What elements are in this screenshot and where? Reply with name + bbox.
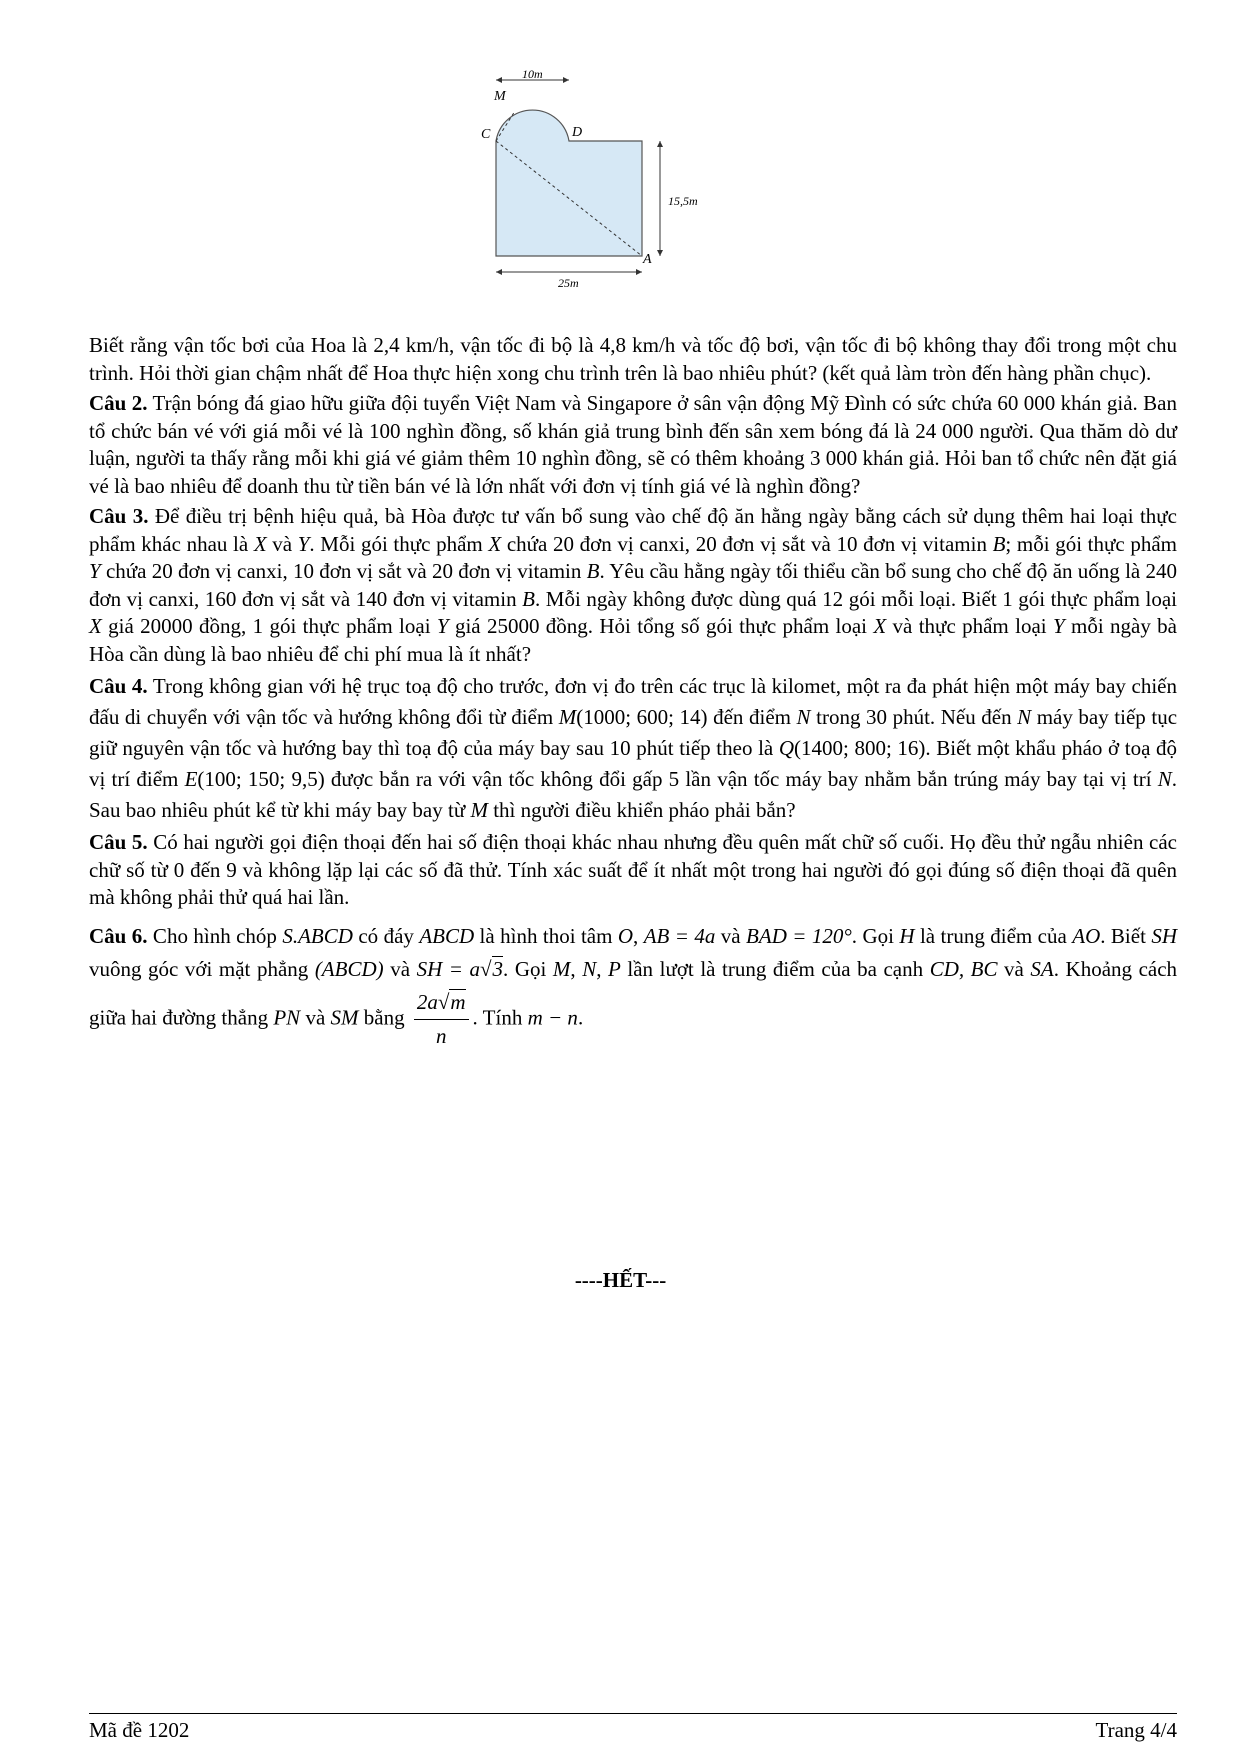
q3-text: chứa 20 đơn vị canxi, 20 đơn vị sắt và 10 đơn vị vitamin: [501, 531, 993, 556]
q6-text: và: [383, 956, 417, 981]
question-2: [89, 390, 1177, 500]
question-4: [89, 671, 1177, 826]
q4-text: . Sau bao nhiêu phút kể từ khi máy bay bay từ: [89, 767, 1177, 822]
math-y: Y: [89, 559, 101, 583]
label-c: C: [481, 127, 491, 142]
label-a: A: [643, 252, 652, 267]
math-y: Y: [436, 614, 449, 638]
math-sabcd: S.ABCD: [282, 923, 353, 948]
q3-text: giá 25000 đồng. Hỏi tổng số gói thực phẩm loại: [448, 614, 874, 638]
dim-bottom-label: 25m: [558, 276, 579, 290]
math-o: O: [617, 923, 634, 948]
q6-text: là trung điểm của: [914, 923, 1073, 948]
q6-text: và: [997, 956, 1031, 981]
pool-shape: [496, 110, 642, 256]
question-5: [89, 829, 1177, 912]
q3-text: chứa 20 đơn vị canxi, 10 đơn vị sắt và 20 đơn vị vitamin: [100, 559, 587, 583]
math-m: M: [552, 956, 571, 981]
q3-text: Để điều trị bệnh hiệu quả, bà Hòa được tư vấn bổ sung vào chế độ ăn hằng ngày bằng cách sử dụng thêm hai loại thực phẩm khác nhau là: [89, 504, 1177, 556]
q3-text: . Mỗi ngày không được dùng quá 12 gói mỗi loại. Biết 1 gói thực phẩm loại: [534, 586, 1178, 611]
fraction-denominator: n: [435, 1023, 447, 1048]
math-abcd: ABCD: [419, 923, 475, 948]
math-n: N: [1017, 705, 1032, 729]
math-sa: SA: [1030, 956, 1054, 981]
distance-fraction: [414, 986, 469, 1053]
q4-text: thì người điều khiển pháo phải bắn?: [487, 798, 796, 822]
math-e: E: [184, 767, 198, 791]
math-x: X: [873, 614, 887, 638]
label-m: M: [494, 89, 506, 104]
math-final: m − n: [527, 1004, 578, 1029]
math-ao: AO: [1072, 923, 1101, 948]
q6-text: . Tính: [472, 1004, 528, 1029]
math-n: N: [582, 956, 597, 981]
math-x: X: [89, 614, 102, 638]
math-edges: CD, BC: [929, 956, 998, 981]
end-marker: ----HẾT---: [574, 1268, 667, 1292]
q6-text: ,: [633, 923, 644, 948]
sqrt-symbol: √: [480, 956, 492, 981]
q6-text: ,: [596, 956, 609, 981]
q6-text: bằng: [358, 1004, 410, 1029]
math-sh: SH: [1151, 923, 1178, 948]
math-h: H: [899, 923, 915, 948]
q2-text: Trận bóng đá giao hữu giữa đội tuyển Việt Nam và Singapore ở sân vận động Mỹ Đình có sức chứa 60 000 khán giả. Ban tổ chức bán vé với giá mỗi vé là 100 nghìn đồng, số khán giả trung bình đến sân xem bóng đá là 24 000 người. Qua thăm dò dư luận, người ta thấy rằng mỗi khi giá vé giảm thêm 10 nghìn đồng, sẽ có thêm khoảng 3 000 khán giả. Hỏi ban tổ chức nên đặt giá vé là bao nhiêu để doanh thu từ tiền bán vé là lớn nhất với đơn vị tính giá vé là nghìn đồng?: [89, 391, 1177, 498]
coord-m: (1000; 600; 14): [576, 705, 708, 729]
q3-text: mỗi ngày bà Hòa cần dùng là bao nhiêu để chi phí mua là ít nhất?: [89, 614, 1177, 666]
frac-2a: 2a: [416, 989, 438, 1014]
q4-text: trong 30 phút. Nếu đến: [810, 705, 1018, 729]
math-q: Q: [778, 736, 795, 760]
exam-code: Mã đề 1202: [89, 1718, 190, 1742]
question-6: [89, 920, 1177, 1053]
math-plane: (ABCD): [314, 956, 384, 981]
pool-diagram: [480, 67, 800, 330]
math-x: X: [253, 531, 267, 556]
q5-number: Câu 5.: [89, 830, 148, 854]
exam-content: [89, 332, 1177, 1053]
q4-text: . Biết một khẩu pháo ở toạ độ vị trí điểm: [89, 736, 1178, 791]
q6-text: là hình thoi tâm: [474, 923, 618, 948]
q6-text: . Gọi: [503, 956, 553, 981]
math-x: X: [488, 531, 502, 556]
math-n: N: [796, 705, 811, 729]
math-m: M: [558, 705, 577, 729]
math-p: P: [608, 956, 621, 981]
q4-text: đến điểm: [707, 705, 797, 729]
math-y: Y: [297, 531, 310, 556]
math-pn: PN: [273, 1004, 301, 1029]
math-bad: BAD = 120°: [746, 923, 852, 948]
q2-number: Câu 2.: [89, 391, 148, 415]
math-b: B: [522, 586, 535, 611]
q3-text: ; mỗi gói thực phẩm: [1005, 531, 1177, 556]
math-sh-eq: SH = a: [416, 956, 480, 981]
q3-text: và thực phẩm loại: [886, 614, 1053, 638]
q3-text: . Mỗi gói thực phẩm: [309, 531, 489, 556]
q5-text: Có hai người gọi điện thoại đến hai số điện thoại khác nhau nhưng đều quên mất chữ số cuối. Họ đều thử ngẫu nhiên các chữ số từ 0 đến 9 và không lặp lại các số đã thử. Tính xác suất để ít nhất một trong hai người đó gọi đúng số điện thoại đã quên mà không phải thử quá hai lần.: [89, 830, 1177, 909]
coord-q: (1400; 800; 16): [794, 736, 926, 760]
q6-text: vuông góc với mặt phẳng: [89, 956, 315, 981]
math-n: N: [1157, 767, 1172, 791]
math-y: Y: [1052, 614, 1065, 638]
q6-text: . Khoảng cách giữa hai đường thẳng: [89, 956, 1178, 1029]
page-number: Trang 4/4: [1095, 1718, 1177, 1742]
q3-number: Câu 3.: [89, 504, 149, 528]
q6-text: .: [577, 1004, 584, 1029]
dim-top-label: 10m: [522, 67, 543, 81]
q6-text: và: [300, 1004, 331, 1029]
q3-text: và: [266, 531, 298, 556]
footer-divider: [89, 1713, 1177, 1714]
q6-text: . Gọi: [851, 923, 900, 948]
math-m: M: [470, 798, 488, 822]
q3-text: giá 20000 đồng, 1 gói thực phẩm loại: [101, 614, 437, 638]
q6-text: lần lượt là trung điểm của ba cạnh: [620, 956, 930, 981]
coord-e: (100; 150; 9,5): [197, 767, 325, 791]
q3-text: . Yêu cầu hằng ngày tối thiểu cần bổ sung cho chế độ ăn uống là 240 đơn vị canxi, 160 đơn vị sắt và 140 đơn vị vitamin: [89, 559, 1177, 611]
q4-number: Câu 4.: [89, 674, 148, 698]
dim-right-label: 15,5m: [668, 194, 698, 208]
frac-sqrt-m: m: [450, 989, 466, 1014]
q4-text: được bắn ra với vận tốc không đổi gấp 5 lần vận tốc máy bay nhằm bắn trúng máy bay tại vị trí: [324, 767, 1158, 791]
q4-text: máy bay tiếp tục giữ nguyên vận tốc và hướng bay thì toạ độ của máy bay sau 10 phút tiếp theo là: [89, 705, 1178, 760]
label-d: D: [572, 125, 583, 140]
pool-figure: [480, 67, 800, 330]
fraction-numerator: 2a√m: [414, 986, 469, 1020]
question-3: [89, 503, 1177, 668]
q6-text: có đáy: [352, 923, 420, 948]
math-ab: AB = 4a: [643, 923, 716, 948]
math-sqrt3: 3: [492, 956, 504, 981]
q6-text: . Biết: [1100, 923, 1152, 948]
q6-number: Câu 6.: [89, 923, 148, 948]
math-b: B: [586, 559, 600, 583]
q6-text: Cho hình chóp: [147, 923, 283, 948]
q6-text: ,: [570, 956, 583, 981]
q6-text: và: [715, 923, 747, 948]
math-sm: SM: [330, 1004, 359, 1029]
math-b: B: [992, 531, 1006, 556]
q1-continuation: Biết rằng vận tốc bơi của Hoa là 2,4 km/h, vận tốc đi bộ là 4,8 km/h và tốc độ bơi, vận tốc đi bộ không thay đổi trong một chu trình. Hỏi thời gian chậm nhất để Hoa thực hiện xong chu trình trên là bao nhiêu phút? (kết quả làm tròn đến hàng phần chục).: [89, 333, 1177, 385]
q4-text: Trong không gian với hệ trục toạ độ cho trước, đơn vị đo trên các trục là kilomet, một ra đa phát hiện một máy bay chiến đấu di chuyển với vận tốc và hướng không đổi từ điểm: [89, 674, 1177, 729]
